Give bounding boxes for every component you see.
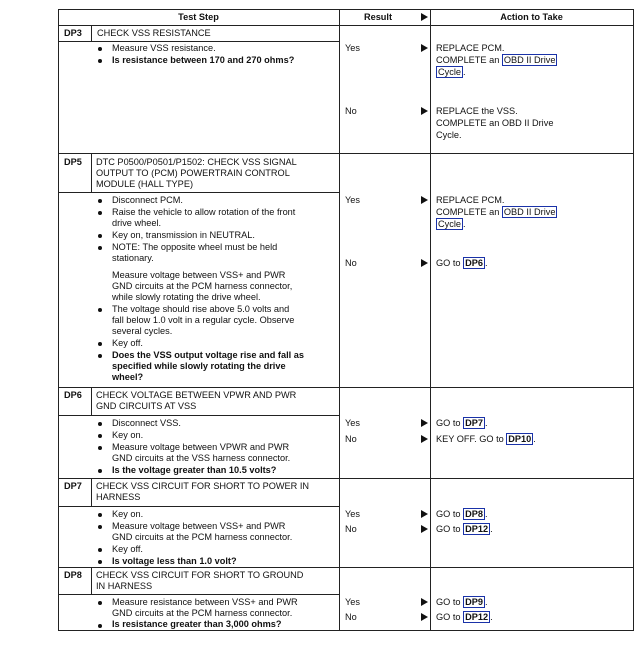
dp8-link[interactable]: DP8 xyxy=(465,509,483,519)
dp6-link[interactable]: DP6 xyxy=(465,258,483,268)
dp5-step-8b: specified while slowly rotating the drive xyxy=(112,361,286,371)
dp5-step-6a: The voltage should rise above 5.0 volts and xyxy=(112,304,290,314)
bullet-icon xyxy=(98,548,102,552)
dp3-title-underline xyxy=(58,41,339,42)
dp8-code: DP8 xyxy=(64,570,82,580)
bullet-icon xyxy=(98,601,102,605)
dp5-step-5b: GND circuits at the PCM harness connector, xyxy=(112,281,293,291)
bullet-icon xyxy=(98,211,102,215)
dp5-title-2: OUTPUT TO (PCM) POWERTRAIN CONTROL xyxy=(96,168,290,178)
dp8-code-divider xyxy=(91,567,92,594)
dp7-yes-action: GO to DP8 . xyxy=(436,509,488,519)
dp3-step-1: Measure VSS resistance. xyxy=(112,43,216,53)
arrow-right-icon xyxy=(421,510,428,518)
dp6-title-1: CHECK VOLTAGE BETWEEN VPWR AND PWR xyxy=(96,390,297,400)
dp7-link[interactable]: DP7 xyxy=(465,418,483,428)
arrow-right-icon xyxy=(421,525,428,533)
header-arrow-icon xyxy=(421,13,428,21)
dp3-result-no: No xyxy=(345,106,357,116)
dp7-title-2: HARNESS xyxy=(96,492,141,502)
arrow-right-icon xyxy=(421,44,428,52)
dp7-code: DP7 xyxy=(64,481,82,491)
header-bottom-border xyxy=(58,25,634,26)
dp5-step-4b: stationary. xyxy=(112,253,154,263)
dp5-step-3: Key on, transmission in NEUTRAL. xyxy=(112,230,255,240)
dp8-title-1: CHECK VSS CIRCUIT FOR SHORT TO GROUND xyxy=(96,570,304,580)
arrow-right-icon xyxy=(421,107,428,115)
bullet-icon xyxy=(98,342,102,346)
dp3-code: DP3 xyxy=(64,28,82,38)
bullet-icon xyxy=(98,246,102,250)
dp5-yes-action-2: COMPLETE an OBD II Drive xyxy=(436,207,556,217)
bullet-icon xyxy=(98,525,102,529)
dp3-no-action-3: Cycle. xyxy=(436,130,462,140)
bullet-icon xyxy=(98,422,102,426)
dp5-step-1: Disconnect PCM. xyxy=(112,195,183,205)
dp8-result-yes: Yes xyxy=(345,597,360,607)
dp6-title-2: GND CIRCUITS AT VSS xyxy=(96,401,197,411)
dp7-step-1: Key on. xyxy=(112,509,144,519)
dp3-yes-action-2: COMPLETE an OBD II Drive xyxy=(436,55,556,65)
dp6-step-3b: GND circuits at the VSS harness connector. xyxy=(112,453,291,463)
dp7-step-3: Key off. xyxy=(112,544,143,554)
dp5-step-2a: Raise the vehicle to allow rotation of the front xyxy=(112,207,296,217)
dp12-link[interactable]: DP12 xyxy=(465,524,489,534)
obd-drive-cycle-link[interactable]: Cycle xyxy=(438,219,461,229)
bullet-icon xyxy=(98,47,102,51)
dp3-step-2: Is resistance between 170 and 270 ohms? xyxy=(112,55,295,65)
dp6-yes-action: GO to DP7 . xyxy=(436,418,488,428)
dp5-step-2b: drive wheel. xyxy=(112,218,162,228)
dp8-step-1b: GND circuits at the PCM harness connector. xyxy=(112,608,293,618)
dp5-title-1: DTC P0500/P0501/P1502: CHECK VSS SIGNAL xyxy=(96,157,297,167)
dp8-no-action: GO to DP12 . xyxy=(436,612,493,622)
bullet-icon xyxy=(98,308,102,312)
dp3-result-yes: Yes xyxy=(345,43,360,53)
bullet-icon xyxy=(98,469,102,473)
bullet-icon xyxy=(98,624,102,628)
dp8-title-underline xyxy=(58,594,339,595)
dp7-row-border xyxy=(58,567,634,568)
dp5-step-6c: several cycles. xyxy=(112,326,173,336)
bullet-icon xyxy=(98,354,102,358)
dp6-step-4: Is the voltage greater than 10.5 volts? xyxy=(112,465,277,475)
dp5-title-underline xyxy=(58,192,339,193)
dp7-no-action: GO to DP12 . xyxy=(436,524,493,534)
dp7-title-underline xyxy=(58,506,339,507)
bullet-icon xyxy=(98,59,102,63)
bullet-icon xyxy=(98,199,102,203)
dp5-result-yes: Yes xyxy=(345,195,360,205)
dp6-step-1: Disconnect VSS. xyxy=(112,418,181,428)
dp5-step-7: Key off. xyxy=(112,338,143,348)
dp7-step-2a: Measure voltage between VSS+ and PWR xyxy=(112,521,286,531)
dp9-link[interactable]: DP9 xyxy=(465,597,483,607)
dp5-step-4a: NOTE: The opposite wheel must be held xyxy=(112,242,278,252)
table-top-border xyxy=(58,9,634,10)
table-left-border xyxy=(58,9,59,631)
dp5-result-no: No xyxy=(345,258,357,268)
dp8-step-1a: Measure resistance between VSS+ and PWR xyxy=(112,597,298,607)
dp5-yes-action-1: REPLACE PCM. xyxy=(436,195,505,205)
dp3-no-action-2: COMPLETE an OBD II Drive xyxy=(436,118,554,128)
dp5-step-8a: Does the VSS output voltage rise and fall as xyxy=(112,350,304,360)
arrow-right-icon xyxy=(421,419,428,427)
dp6-step-2: Key on. xyxy=(112,430,144,440)
obd-drive-cycle-link[interactable]: Cycle xyxy=(438,67,461,77)
bullet-icon xyxy=(98,560,102,564)
dp8-result-no: No xyxy=(345,612,357,622)
dp6-code-divider xyxy=(91,387,92,415)
obd-drive-cycle-link[interactable]: OBD II Drive xyxy=(503,55,556,65)
header-result: Result xyxy=(363,12,393,22)
dp3-no-action-1: REPLACE the VSS. xyxy=(436,106,518,116)
dp3-yes-action-3: Cycle . xyxy=(438,67,466,77)
obd-drive-cycle-link[interactable]: OBD II Drive xyxy=(503,207,556,217)
dp10-link[interactable]: DP10 xyxy=(508,434,532,444)
dp6-result-no: No xyxy=(345,434,357,444)
dp7-title-1: CHECK VSS CIRCUIT FOR SHORT TO POWER IN xyxy=(96,481,310,491)
dp3-row-border xyxy=(58,153,634,154)
arrow-right-icon xyxy=(421,613,428,621)
arrow-right-icon xyxy=(421,435,428,443)
bullet-icon xyxy=(98,513,102,517)
arrow-right-icon xyxy=(421,259,428,267)
dp5-code-divider xyxy=(91,153,92,192)
dp6-no-action: KEY OFF. GO to DP10 . xyxy=(436,434,536,444)
dp7-step-2b: GND circuits at the PCM harness connector. xyxy=(112,532,293,542)
dp7-result-yes: Yes xyxy=(345,509,360,519)
dp6-title-underline xyxy=(58,415,339,416)
dp8-step-2: Is resistance greater than 3,000 ohms? xyxy=(112,619,282,629)
dp8-title-2: IN HARNESS xyxy=(96,581,153,591)
dp5-code: DP5 xyxy=(64,157,82,167)
dp8-yes-action: GO to DP9 . xyxy=(436,597,488,607)
dp6-row-border xyxy=(58,478,634,479)
dp7-code-divider xyxy=(91,478,92,506)
dp12-link[interactable]: DP12 xyxy=(465,612,489,622)
dp3-yes-action-1: REPLACE PCM. xyxy=(436,43,505,53)
dp7-step-4: Is voltage less than 1.0 volt? xyxy=(112,556,237,566)
header-test-step: Test Step xyxy=(178,12,219,22)
dp6-step-3a: Measure voltage between VPWR and PWR xyxy=(112,442,290,452)
dp3-title: CHECK VSS RESISTANCE xyxy=(97,28,211,38)
column-divider-action xyxy=(430,9,431,631)
arrow-right-icon xyxy=(421,598,428,606)
dp5-step-8c: wheel? xyxy=(112,372,144,382)
dp5-yes-action-3: Cycle . xyxy=(438,219,466,229)
arrow-right-icon xyxy=(421,196,428,204)
dp5-title-3: MODULE (HALL TYPE) xyxy=(96,179,194,189)
table-right-border xyxy=(633,9,634,631)
dp5-step-5a: Measure voltage between VSS+ and PWR xyxy=(112,270,286,280)
dp5-step-5c: while slowly rotating the drive wheel. xyxy=(112,292,261,302)
dp6-code: DP6 xyxy=(64,390,82,400)
dp7-result-no: No xyxy=(345,524,357,534)
dp3-code-divider xyxy=(91,25,92,41)
dp5-step-6b: fall below 1.0 volt in a regular cycle. Observe xyxy=(112,315,295,325)
column-divider-result xyxy=(339,9,340,631)
bullet-icon xyxy=(98,434,102,438)
dp5-no-action: GO to DP6 . xyxy=(436,258,488,268)
bullet-icon xyxy=(98,234,102,238)
header-action: Action to Take xyxy=(500,12,563,22)
bullet-icon xyxy=(98,446,102,450)
dp5-row-border xyxy=(58,387,634,388)
dp6-result-yes: Yes xyxy=(345,418,360,428)
